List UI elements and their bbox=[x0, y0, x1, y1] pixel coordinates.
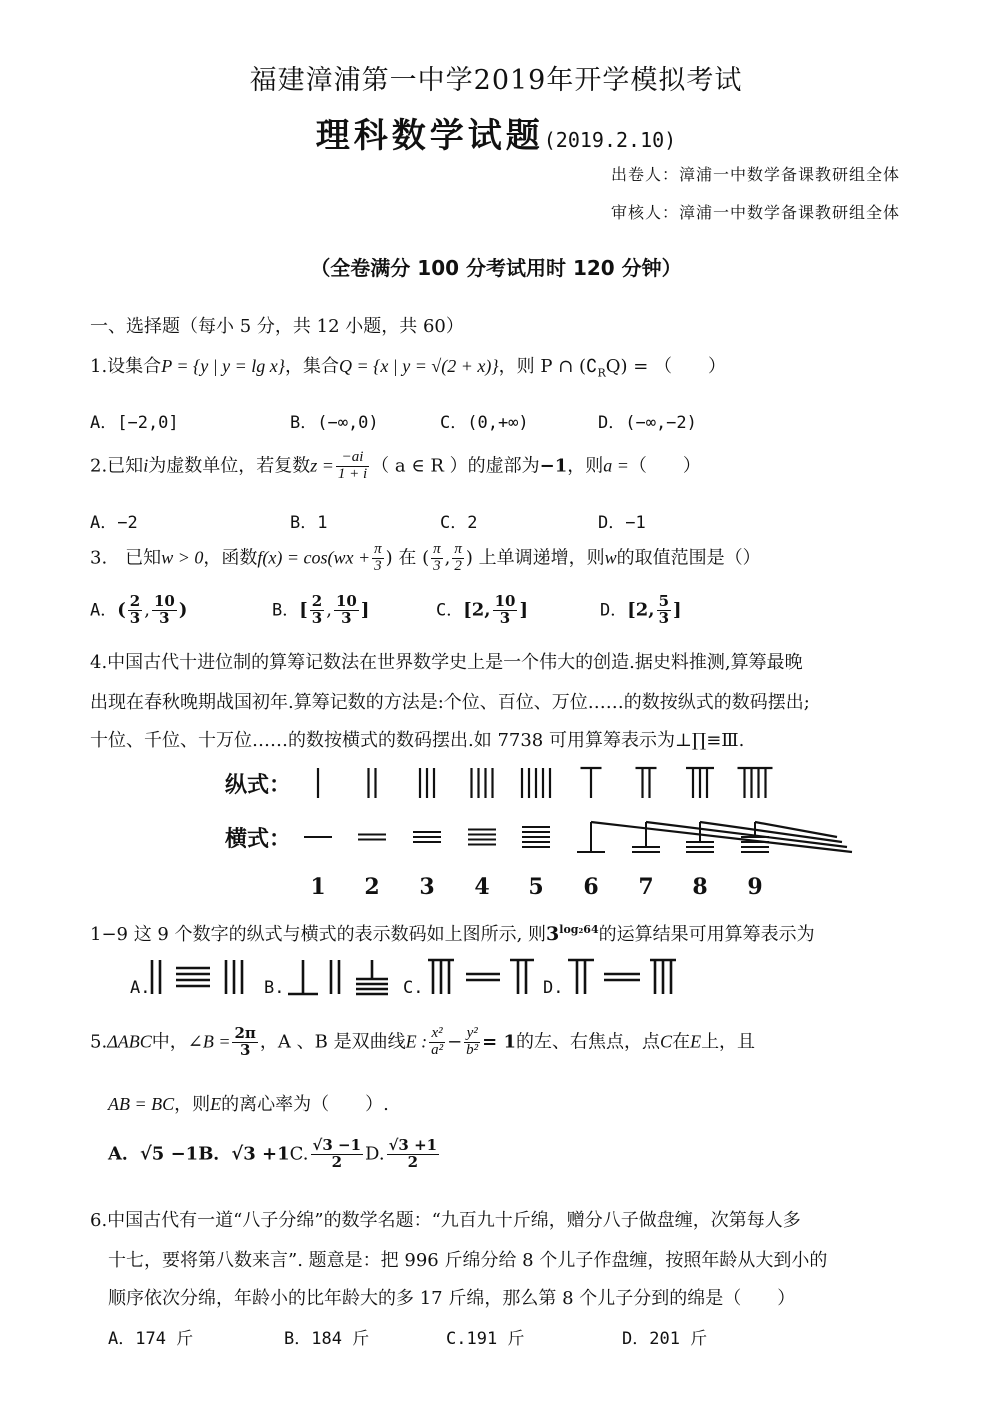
digit-label-9: 9 bbox=[747, 874, 763, 900]
q3-b-r: ] bbox=[360, 599, 370, 621]
digit-label-6: 6 bbox=[583, 874, 599, 900]
q5-angle: ∠B = bbox=[187, 1031, 231, 1052]
q4-question bbox=[90, 920, 815, 946]
q5-a2: a² bbox=[431, 1041, 444, 1058]
q3-d-d2: 3 bbox=[658, 608, 669, 627]
q3-opt-c-label: C． bbox=[436, 600, 464, 621]
q4-option-d-label: D. bbox=[543, 978, 564, 998]
q5-line2d: 的离心率为（ ）. bbox=[221, 1094, 389, 1115]
q5-optd-frac bbox=[387, 1138, 440, 1171]
q2-option-b: B．1 bbox=[290, 513, 328, 533]
q3-c-r: ] bbox=[519, 599, 528, 621]
q5-optc-frac bbox=[311, 1138, 364, 1171]
q5-option-b: B．√3 +1 bbox=[198, 1143, 290, 1165]
q2-a: a = bbox=[603, 455, 629, 476]
q3-c-n2: 10 bbox=[494, 592, 516, 610]
q3-b-d2: 3 bbox=[341, 608, 352, 627]
q3-b-n1: 2 bbox=[311, 592, 323, 610]
q2-option-d: D．−1 bbox=[598, 513, 646, 533]
q3-b-l: [ bbox=[299, 599, 308, 621]
q5-frac bbox=[232, 1026, 257, 1059]
q6-option-b: B．184 斤 bbox=[284, 1329, 370, 1349]
q5-minus: − bbox=[447, 1031, 463, 1053]
q5-option-c: C. bbox=[289, 1143, 309, 1165]
q4-option-c-label: C. bbox=[403, 978, 424, 998]
q5-prefix: 5. bbox=[90, 1031, 108, 1053]
q3-d-r: ] bbox=[673, 599, 682, 621]
q3-d-n2: 5 bbox=[658, 592, 669, 610]
q5-e2: E bbox=[690, 1031, 702, 1052]
q2-i: i bbox=[143, 455, 149, 476]
q1-set-q: Q = {x | y = √(2 + x)} bbox=[338, 356, 499, 376]
vertical-label: 纵式： bbox=[225, 773, 292, 798]
q3-opt-d-label: D． bbox=[600, 600, 628, 621]
q6-option-a: A．174 斤 bbox=[108, 1329, 194, 1349]
q6-option-d: D．201 斤 bbox=[622, 1329, 708, 1349]
q3-func: f(x) = cos(wx + bbox=[257, 547, 371, 568]
author-line: 出卷人：漳浦一中数学备课教研组全体 bbox=[610, 165, 900, 184]
q5-option-d: D. bbox=[365, 1143, 385, 1165]
q5-line2c: E bbox=[210, 1094, 222, 1114]
q5-line2 bbox=[108, 1090, 389, 1116]
q3-comma: , bbox=[444, 547, 451, 569]
horizontal-label: 横式： bbox=[225, 827, 292, 852]
q5-b2: b² bbox=[466, 1041, 479, 1058]
q3-a-n2: 10 bbox=[153, 592, 175, 610]
q3-cond: w > 0 bbox=[161, 547, 204, 568]
q5-optc-den: 2 bbox=[331, 1152, 342, 1171]
q5-den: 3 bbox=[239, 1040, 251, 1059]
q5-optc-num: √3 −1 bbox=[312, 1136, 362, 1154]
q1-sub-r: R bbox=[597, 366, 606, 380]
exam-date: (2019.2.10) bbox=[543, 128, 677, 152]
q3-a-r: ) bbox=[178, 599, 188, 621]
q1-option-b: B．(−∞,0) bbox=[290, 413, 379, 433]
reviewer-line: 审核人：漳浦一中数学备课教研组全体 bbox=[610, 203, 900, 222]
q3-option-b: B．[ $\frac{2}{3}$ , $\frac{10}{3}$ ] bbox=[272, 592, 370, 627]
digit-label-4: 4 bbox=[474, 874, 490, 900]
q5-e: E : bbox=[405, 1031, 428, 1052]
q2-neg1: −1 bbox=[539, 455, 568, 477]
q4-option-a-label: A. bbox=[130, 978, 151, 998]
q2-text5: （ ） bbox=[628, 455, 701, 477]
digit-label-3: 3 bbox=[419, 874, 435, 900]
q2-option-a: A．−2 bbox=[90, 513, 138, 533]
q3-text2: ) 在 ( bbox=[385, 547, 430, 569]
q4-question-prefix: 1−9 这 9 个数字的纵式与横式的表示数码如上图所示, 则 bbox=[90, 924, 547, 945]
q3-c-l: [2, bbox=[463, 599, 491, 621]
q3-opt-a-label: A． bbox=[90, 600, 118, 621]
q2-text2: 为虚数单位，若复数 bbox=[148, 455, 311, 477]
q3-text3: ) 上单调递增，则 bbox=[465, 547, 605, 569]
q2-z: z = bbox=[310, 455, 334, 476]
q1-option-a: A．[−2,0] bbox=[90, 413, 179, 433]
q1-suffix2: Q) = （ ） bbox=[605, 356, 727, 377]
q3-prefix: 3. 已知 bbox=[90, 547, 162, 569]
q5-line2b: ，则 bbox=[174, 1094, 211, 1115]
q5-text1: 中， bbox=[151, 1031, 188, 1053]
q2-num: −ai bbox=[336, 450, 369, 467]
q4-question-suffix: 的运算结果可用算筹表示为 bbox=[598, 924, 815, 945]
q3-option-a: A．( $\frac{2}{3}$ , $\frac{10}{3}$ ) bbox=[90, 592, 188, 627]
digit-label-8: 8 bbox=[692, 874, 708, 900]
q5-frac-x bbox=[429, 1026, 445, 1059]
q5-frac-y bbox=[464, 1026, 480, 1059]
section-title: 一、选择题（每小 5 分，共 12 小题，共 60） bbox=[90, 316, 464, 337]
q5-eq1: = 1 bbox=[482, 1031, 517, 1053]
q4-line1: 4.中国古代十进位制的算筹记数法在世界数学史上是一个伟大的创造.据史料推测,算筹最晚 bbox=[90, 652, 803, 673]
q3-a-d1: 3 bbox=[129, 608, 141, 627]
q3-c-d2: 3 bbox=[499, 608, 511, 627]
q1-option-d: D．(−∞,−2) bbox=[598, 413, 697, 433]
digit-label-5: 5 bbox=[528, 874, 544, 900]
q3-w: w bbox=[604, 547, 617, 568]
q2-text3: （ a ∈ R ）的虚部为 bbox=[371, 455, 540, 477]
q3-pi-c: π bbox=[454, 541, 462, 557]
q3-a-d2: 3 bbox=[159, 608, 170, 627]
q3-a-n1: 2 bbox=[129, 592, 141, 610]
q4-option-b-label: B. bbox=[264, 978, 285, 998]
q5-option-a: A．√5 −1 bbox=[108, 1143, 199, 1165]
q3-three-b: 3 bbox=[433, 557, 441, 574]
q3-three-a: 3 bbox=[374, 557, 382, 574]
q3-b-d1: 3 bbox=[311, 608, 323, 627]
q3-opt-b-label: B． bbox=[272, 600, 300, 621]
q3-b-n2: 10 bbox=[335, 592, 357, 610]
q4-base: 3 bbox=[546, 923, 560, 945]
q3-two: 2 bbox=[454, 557, 462, 574]
school-title: 福建漳浦第一中学2019年开学模拟考试 bbox=[249, 65, 743, 96]
q3-pi-a: π bbox=[374, 541, 382, 557]
q5-optd-num: √3 +1 bbox=[388, 1136, 438, 1154]
q6-line1: 6.中国古代有一道“八子分绵”的数学名题：“九百九十斤绵，赠分八子做盘缠，次第每人多 bbox=[90, 1210, 801, 1231]
q5-text5: 上，且 bbox=[701, 1031, 756, 1053]
q2-prefix: 2.已知 bbox=[90, 455, 144, 477]
q5-text2: ，A 、B 是双曲线 bbox=[259, 1031, 406, 1053]
question-5 bbox=[90, 1026, 755, 1059]
q5-text3: 的左、右焦点，点 bbox=[516, 1031, 661, 1053]
q5-options bbox=[108, 1138, 441, 1171]
q2-text4: ，则 bbox=[567, 455, 604, 477]
q2-den: 1 + i bbox=[337, 465, 368, 482]
q5-c: C bbox=[660, 1031, 673, 1052]
q5-x2: x² bbox=[429, 1026, 445, 1043]
q3-text4: 的取值范围是（） bbox=[616, 547, 761, 569]
q5-ab-bc: AB = BC bbox=[108, 1094, 175, 1114]
digit-label-2: 2 bbox=[364, 874, 380, 900]
q6-line2: 十七，要将第八数来言”. 题意是：把 996 斤绵分给 8 个儿子作盘缠，按照年龄从大到小的 bbox=[108, 1250, 828, 1271]
q1-suffix: ，则 P ∩ (∁ bbox=[498, 356, 598, 377]
digit-label-7: 7 bbox=[638, 874, 654, 900]
q5-text4: 在 bbox=[672, 1031, 691, 1053]
horizontal-rod-7 bbox=[646, 822, 847, 847]
q1-option-c: C．(0,+∞) bbox=[440, 413, 529, 433]
q6-line3: 顺序依次分绵，年龄小的比年龄大的多 17 斤绵，那么第 8 个儿子分到的绵是（ ） bbox=[108, 1288, 796, 1309]
q4-line3: 十位、千位、十万位……的数按横式的数码摆出.如 7738 可用算筹表示为⊥∏≡Ⅲ. bbox=[90, 730, 745, 751]
q5-y2: y² bbox=[464, 1026, 480, 1043]
exam-title: 理科数学试题 bbox=[315, 116, 544, 156]
q2-option-c: C．2 bbox=[440, 513, 478, 533]
q5-num: 2π bbox=[234, 1024, 256, 1042]
q3-text1: ，函数 bbox=[203, 547, 258, 569]
q6-option-c: C.191 斤 bbox=[446, 1329, 525, 1349]
score-info: （全卷满分 100 分考试用时 120 分钟） bbox=[310, 256, 682, 280]
q5-optd-den: 2 bbox=[407, 1152, 419, 1171]
q5-tri: ΔABC bbox=[107, 1031, 152, 1052]
q1-prefix: 1.设集合 bbox=[90, 356, 162, 377]
q3-a-l: ( bbox=[117, 599, 126, 621]
q1-mid: ，集合 bbox=[284, 356, 339, 377]
q4-exp: log₂64 bbox=[559, 923, 599, 936]
q3-d-l: [2, bbox=[627, 599, 655, 621]
digit-label-1: 1 bbox=[310, 874, 326, 900]
q3-pi-b: π bbox=[433, 541, 441, 557]
q1-set-p: P = {y | y = lg x} bbox=[161, 356, 285, 376]
q4-line2: 出现在春秋晚期战国初年.算筹记数的方法是:个位、百位、万位……的数按纵式的数码摆出; bbox=[90, 692, 810, 713]
